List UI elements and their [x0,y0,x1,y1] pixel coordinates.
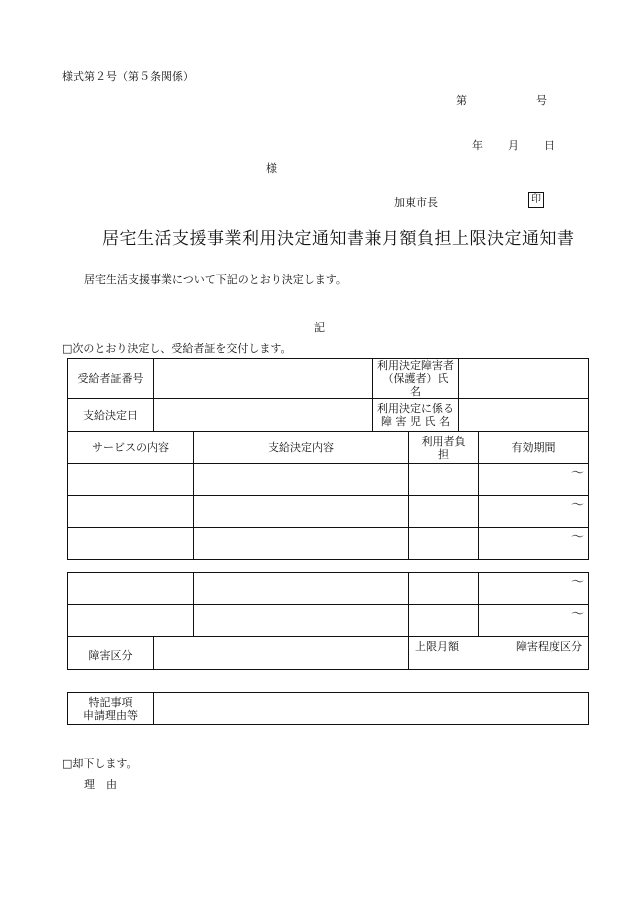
burden-cell[interactable] [409,464,479,496]
doc-no-prefix: 第 [456,94,467,107]
date-day: 日 [544,139,555,152]
period-cell[interactable]: ～ [479,464,589,496]
table-row [68,464,589,496]
issuer: 加東市長 [394,196,438,209]
decision-date-value[interactable] [154,399,373,432]
ki-heading: 記 [314,321,325,334]
col-service-header: サービスの内容 [68,432,194,464]
content-cell[interactable] [194,496,409,528]
burden-cell[interactable] [409,496,479,528]
period-cell[interactable]: ～ [479,605,589,637]
service-cell[interactable] [68,464,194,496]
monthly-limit-label: 上限月額 [415,640,460,653]
table-row [68,573,589,605]
decision-table [67,358,589,560]
recipient-number-value[interactable] [154,359,373,399]
disability-class-value[interactable] [154,637,409,670]
period-cell[interactable]: ～ [479,573,589,605]
notes-value[interactable] [154,693,589,725]
service-cell[interactable] [68,573,194,605]
content-cell[interactable] [194,528,409,560]
content-cell[interactable] [194,573,409,605]
table-row [68,496,589,528]
grant-option-checkbox[interactable]: □次のとおり決定し、受給者証を交付します。 [62,342,292,355]
col-burden-header: 利用者負 担 [409,432,479,464]
doc-no-suffix: 号 [536,94,547,107]
seal-mark: 印 [528,192,544,208]
recipient-number-label: 受給者証番号 [68,359,154,399]
content-cell[interactable] [194,605,409,637]
table-row [68,528,589,560]
disability-class-label: 障害区分 [68,637,154,670]
burden-cell[interactable] [409,573,479,605]
severity-class-label: 障害程度区分 [516,640,583,653]
child-name-value[interactable] [459,399,589,432]
user-name-value[interactable] [459,359,589,399]
limit-severity-cell[interactable] [409,637,589,670]
child-name-label: 利用決定に係る 障 害 児 氏 名 [373,399,459,432]
service-cell[interactable] [68,528,194,560]
document-title: 居宅生活支援事業利用決定通知書兼月額負担上限決定通知書 [102,229,575,249]
date-year: 年 [472,139,483,152]
table-row [68,605,589,637]
form-number: 様式第２号（第５条関係） [62,70,194,83]
period-cell[interactable]: ～ [479,496,589,528]
reject-option-checkbox[interactable]: □却下します。 [62,757,138,770]
period-cell[interactable]: ～ [479,528,589,560]
service-cell[interactable] [68,496,194,528]
content-cell[interactable] [194,464,409,496]
decision-date-label: 支給決定日 [68,399,154,432]
burden-cell[interactable] [409,605,479,637]
reason-label: 理 由 [84,778,117,791]
notes-table [67,692,589,725]
intro-text: 居宅生活支援事業について下記のとおり決定します。 [84,273,347,286]
col-period-header: 有効期間 [479,432,589,464]
notes-label: 特記事項 申請理由等 [68,693,154,725]
user-name-label: 利用決定障害者 （保護者）氏 名 [373,359,459,399]
date-month: 月 [508,139,519,152]
col-content-header: 支給決定内容 [194,432,409,464]
limit-table [67,572,589,670]
burden-cell[interactable] [409,528,479,560]
addressee-suffix: 様 [266,162,277,175]
service-cell[interactable] [68,605,194,637]
